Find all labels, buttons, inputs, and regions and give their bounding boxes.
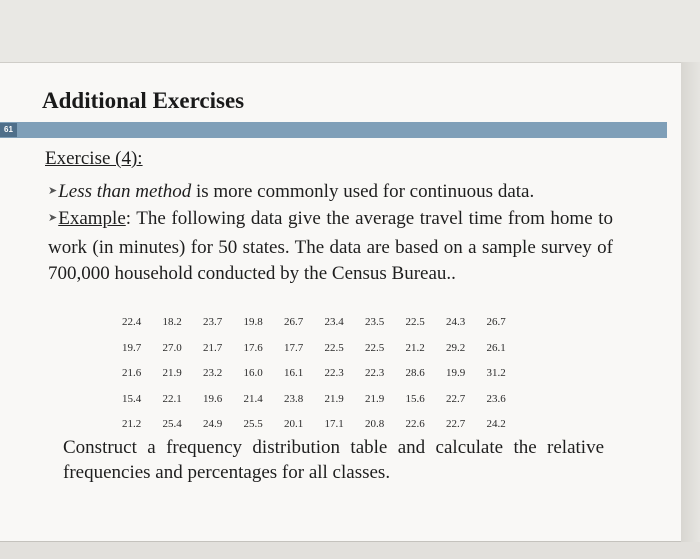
title-band: [0, 122, 667, 138]
arrow-bullet-icon: ➤: [48, 185, 58, 197]
table-cell: 31.2: [486, 367, 506, 379]
table-row: [122, 393, 527, 419]
table-row: [122, 367, 527, 393]
table-cell: 29.2: [446, 341, 466, 354]
table-cell: 21.6: [122, 367, 142, 379]
table-cell: 17.7: [284, 341, 304, 354]
table-cell: 24.2: [486, 418, 506, 430]
table-cell: 22.4: [122, 316, 142, 328]
table-cell: 22.5: [405, 316, 425, 328]
table-cell: 23.2: [203, 367, 223, 379]
table-cell: 24.9: [203, 418, 223, 430]
table-row: [122, 316, 527, 342]
arrow-bullet-icon: ➤: [48, 212, 58, 224]
table-cell: 23.7: [203, 316, 223, 328]
table-row: [122, 342, 527, 368]
page-number-badge: 61: [0, 123, 17, 137]
table-cell: 23.4: [324, 316, 344, 328]
table-cell: 22.7: [446, 418, 466, 430]
table-cell: 22.5: [324, 341, 344, 354]
table-cell: 21.2: [122, 418, 142, 430]
table-cell: 25.4: [162, 418, 182, 430]
table-cell: 15.4: [122, 392, 142, 405]
table-cell: 25.5: [243, 418, 263, 430]
table-cell: 22.3: [365, 367, 385, 379]
table-cell: 20.1: [284, 418, 304, 430]
table-cell: 23.6: [486, 392, 506, 405]
table-cell: 19.8: [243, 316, 263, 328]
table-cell: 23.5: [365, 316, 385, 328]
table-cell: 22.3: [324, 367, 344, 379]
table-cell: 17.6: [243, 341, 263, 354]
table-cell: 22.1: [162, 392, 182, 405]
table-cell: 27.0: [162, 341, 182, 354]
task-paragraph: Construct a frequency distribution table and calculate the relative frequencies and percentages for all classes.: [63, 437, 604, 483]
table-cell: 20.8: [365, 418, 385, 430]
table-cell: 28.6: [405, 367, 425, 379]
table-cell: 21.4: [243, 392, 263, 405]
table-cell: 26.7: [486, 316, 506, 328]
example-label: Example: [58, 208, 126, 229]
exercise-heading: Exercise (4):: [45, 148, 143, 169]
table-cell: 16.1: [284, 367, 304, 379]
table-cell: 26.1: [486, 341, 506, 354]
table-cell: 24.3: [446, 316, 466, 328]
table-cell: 19.9: [446, 367, 466, 379]
bottom-strip: [0, 542, 700, 559]
example-paragraph: [48, 206, 613, 288]
table-cell: 17.1: [324, 418, 344, 430]
table-cell: 21.9: [324, 392, 344, 405]
table-cell: 19.6: [203, 392, 223, 405]
table-cell: 22.6: [405, 418, 425, 430]
example-text: : The following data give the average travel time from home to work (in minutes) for 50 states. The data are based on a sample survey of 700,000 household conducted by the Census Bureau..: [48, 208, 613, 284]
table-cell: 21.9: [365, 392, 385, 405]
intro-text: is more commonly used for continuous data.: [191, 181, 535, 202]
travel-time-data-table: [122, 316, 527, 444]
slide-edge-shadow: [681, 62, 700, 559]
table-cell: 26.7: [284, 316, 304, 328]
intro-emphasis: Less than method: [58, 181, 192, 202]
table-cell: 15.6: [405, 392, 425, 405]
table-cell: 16.0: [243, 367, 263, 379]
table-cell: 19.7: [122, 341, 142, 354]
table-cell: 22.7: [446, 392, 466, 405]
intro-paragraph: [48, 179, 613, 208]
table-cell: 23.8: [284, 392, 304, 405]
table-cell: 21.7: [203, 341, 223, 354]
table-cell: 21.9: [162, 367, 182, 379]
slide-title: Additional Exercises: [42, 88, 245, 113]
table-cell: 18.2: [162, 316, 182, 328]
table-cell: 22.5: [365, 341, 385, 354]
table-cell: 21.2: [405, 341, 425, 354]
